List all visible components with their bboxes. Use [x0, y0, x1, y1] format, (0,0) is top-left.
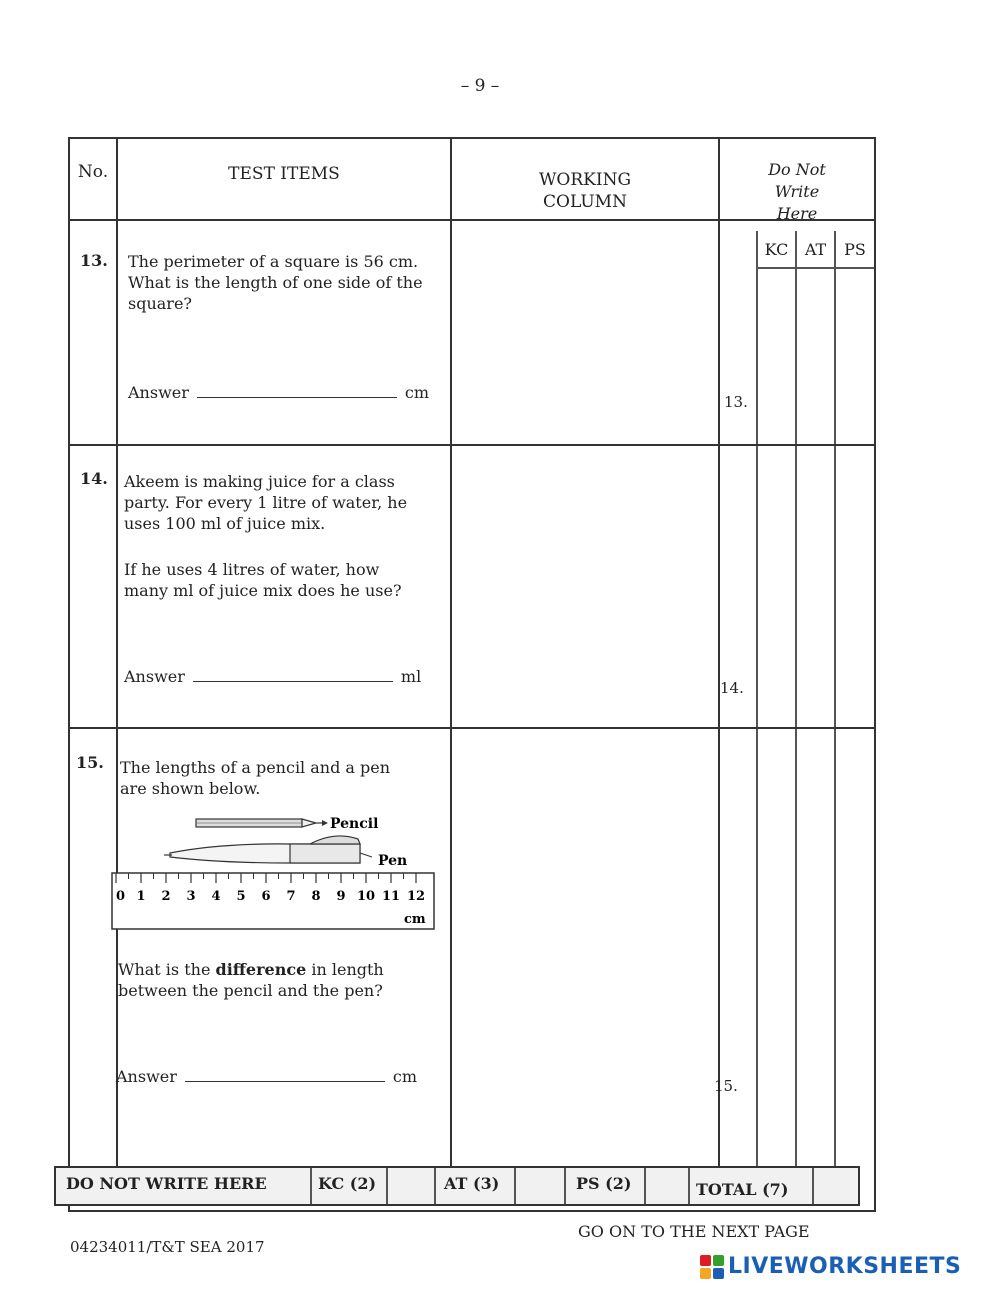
pencil-pen-ruler-figure: [110, 809, 446, 939]
ruler-tick-label: 1: [136, 889, 146, 904]
page-number: – 9 –: [460, 76, 500, 96]
score-sep: [310, 1168, 312, 1204]
col-divider-no: [116, 139, 118, 1169]
row-label-14: 14.: [720, 679, 744, 697]
col-divider-label: [756, 231, 758, 1169]
score-sep: [812, 1168, 814, 1204]
col-divider-items: [450, 139, 452, 1169]
ps-score-label: PS (2): [576, 1174, 632, 1193]
ruler-tick-label: 8: [311, 889, 321, 904]
next-page-note: GO ON TO THE NEXT PAGE: [578, 1222, 810, 1241]
header-working: WORKING COLUMN: [538, 170, 632, 212]
pen-label: Pen: [378, 853, 408, 869]
exam-code: 04234011/T&T SEA 2017: [70, 1238, 265, 1256]
ruler-tick-label: 0: [116, 889, 126, 904]
question-15-text: The lengths of a pencil and a pen are shown below.: [120, 758, 391, 798]
header-test-items: TEST ITEMS: [228, 164, 340, 184]
question-13-text: The perimeter of a square is 56 cm. What is the length of one side of the square?: [128, 252, 423, 313]
liveworksheets-logo: [700, 1254, 961, 1279]
question-13-number: 13.: [80, 251, 108, 270]
test-table: [68, 137, 876, 1212]
logo-text: LIVEWORKSHEETS: [728, 1254, 962, 1279]
ruler-unit: cm: [404, 912, 426, 927]
pencil-icon: [196, 819, 316, 827]
score-sep: [564, 1168, 566, 1204]
logo-mark-square: [700, 1255, 711, 1266]
row-label-13: 13.: [724, 393, 748, 411]
score-row: [54, 1166, 860, 1206]
logo-mark-icon: [700, 1255, 724, 1279]
question-14-answer: Answer ml: [124, 667, 422, 686]
pen-icon: [164, 836, 360, 863]
logo-mark-square: [713, 1268, 724, 1279]
question-15-number: 15.: [76, 753, 104, 772]
ruler-tick-label: 6: [261, 889, 271, 904]
ruler-tick-label: 12: [406, 889, 426, 904]
score-sep: [644, 1168, 646, 1204]
question-14-text: Akeem is making juice for a class party. For every 1 litre of water, he uses 100 ml of juice mix.: [124, 472, 408, 533]
ruler-tick-label: 9: [336, 889, 346, 904]
row-label-15: 15.: [714, 1077, 738, 1095]
col-divider-kc: [795, 231, 797, 1169]
col-divider-working: [718, 139, 720, 1169]
logo-mark-square: [713, 1255, 724, 1266]
score-sep: [514, 1168, 516, 1204]
ruler-tick-label: 11: [381, 889, 401, 904]
ruler-tick-label: 7: [286, 889, 296, 904]
header-ps: PS: [844, 240, 866, 259]
row-divider-13: [70, 444, 874, 446]
at-score-label: AT (3): [444, 1174, 500, 1193]
header-no: No.: [77, 162, 109, 182]
pencil-arrow: [322, 820, 328, 826]
pencil-label: Pencil: [330, 816, 379, 832]
ruler-tick-label: 3: [186, 889, 196, 904]
pen-pointer: [360, 853, 372, 857]
ruler-tick-label: 10: [356, 889, 376, 904]
kc-score-label: KC (2): [318, 1174, 377, 1193]
ruler-tick-label: 5: [236, 889, 246, 904]
ruler-tick-label: 2: [161, 889, 171, 904]
question-14-number: 14.: [80, 469, 108, 488]
question-13-answer-blank[interactable]: [197, 397, 397, 398]
subheader-divider: [756, 267, 874, 269]
question-14-question: If he uses 4 litres of water, how many ml of juice mix does he use?: [124, 560, 402, 600]
row-divider-14: [70, 727, 874, 729]
score-sep: [386, 1168, 388, 1204]
question-14-answer-blank[interactable]: [193, 681, 393, 682]
question-15-answer: Answer cm: [116, 1067, 418, 1086]
question-13-answer: Answer cm: [128, 383, 430, 402]
score-sep: [688, 1168, 690, 1204]
score-sep: [434, 1168, 436, 1204]
logo-mark-square: [700, 1268, 711, 1279]
question-15-question: What is the difference in length between the pencil and the pen?: [118, 960, 384, 1000]
ruler-tick-label: 4: [211, 889, 221, 904]
header-at: AT: [804, 240, 827, 259]
col-divider-at: [834, 231, 836, 1169]
question-15-answer-blank[interactable]: [185, 1081, 385, 1082]
header-kc: KC: [764, 240, 789, 259]
header-do-not-write: Do Not Write Here: [768, 160, 826, 223]
total-score-label: TOTAL (7): [696, 1180, 789, 1199]
do-not-write-label: DO NOT WRITE HERE: [66, 1174, 267, 1193]
